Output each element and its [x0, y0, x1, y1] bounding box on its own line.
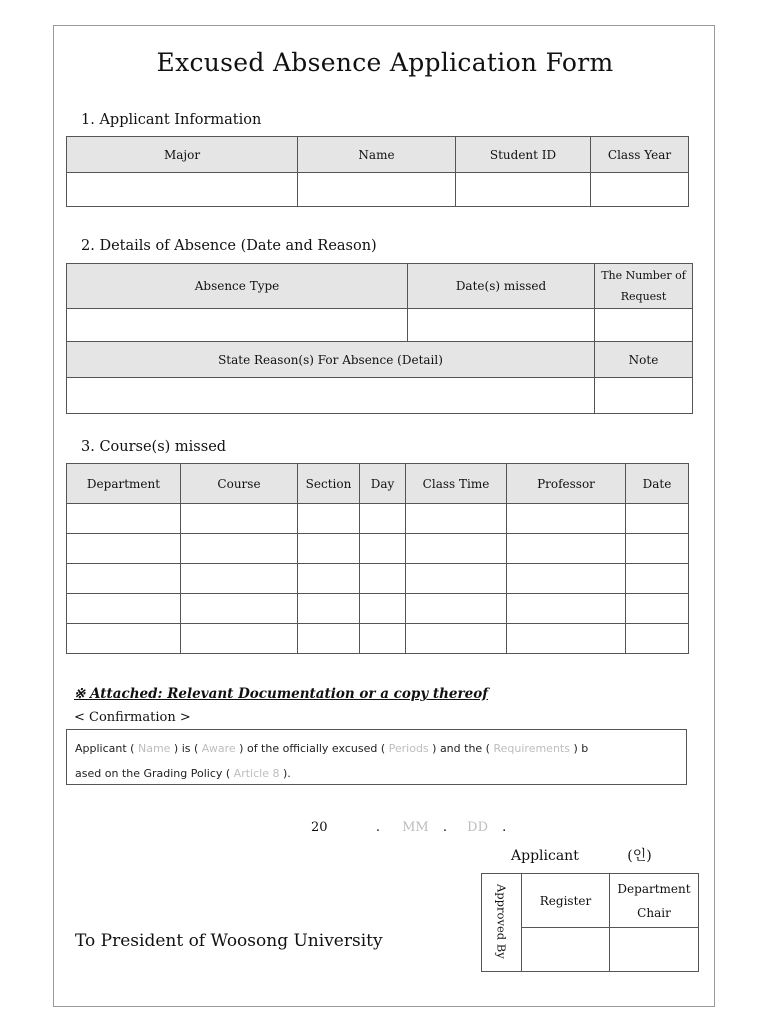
confirmation-label: < Confirmation > [74, 710, 191, 725]
table-cell[interactable] [67, 624, 181, 654]
table-cell[interactable] [181, 534, 298, 564]
section-3-heading: 3. Course(s) missed [81, 439, 227, 455]
approval-table [481, 873, 699, 972]
header-class-time: Class Time [406, 464, 507, 504]
name-placeholder[interactable]: Name [137, 742, 171, 755]
table-cell[interactable] [626, 594, 689, 624]
table-cell[interactable] [67, 504, 181, 534]
approved-by-cell [482, 874, 522, 972]
table-cell[interactable] [507, 624, 626, 654]
table-cell[interactable] [406, 504, 507, 534]
table-cell[interactable] [67, 594, 181, 624]
student-id-field[interactable] [456, 173, 591, 207]
date-line [311, 820, 506, 835]
number-of-request-field[interactable] [595, 309, 693, 342]
table-cell[interactable] [360, 594, 406, 624]
table-cell[interactable] [181, 624, 298, 654]
table-row [67, 564, 689, 594]
table-row [67, 624, 689, 654]
section-1-heading: 1. Applicant Information [81, 112, 262, 128]
note-field[interactable] [595, 378, 693, 414]
absence-type-field[interactable] [67, 309, 408, 342]
register-header: Register [522, 874, 610, 928]
table-row [67, 594, 689, 624]
seal-label: (인) [627, 848, 652, 864]
table-cell[interactable] [298, 504, 360, 534]
applicant-label: Applicant [511, 848, 579, 864]
absence-details-table [66, 263, 693, 414]
form-title: Excused Absence Application Form [156, 48, 614, 77]
confirmation-text: ). [282, 767, 291, 780]
table-cell[interactable] [507, 564, 626, 594]
table-row [67, 534, 689, 564]
table-cell[interactable] [507, 504, 626, 534]
table-row [67, 504, 689, 534]
table-cell[interactable] [406, 624, 507, 654]
requirements-placeholder[interactable]: Requirements [493, 742, 570, 755]
table-cell[interactable] [626, 564, 689, 594]
addressee: To President of Woosong University [75, 931, 383, 951]
date-separator: . [502, 820, 507, 835]
header-reason: State Reason(s) For Absence (Detail) [67, 342, 595, 378]
header-date: Date [626, 464, 689, 504]
header-student-id: Student ID [456, 137, 591, 173]
article-placeholder[interactable]: Article 8 [233, 767, 280, 780]
table-cell[interactable] [406, 534, 507, 564]
header-professor: Professor [507, 464, 626, 504]
periods-placeholder[interactable]: Periods [388, 742, 429, 755]
header-note: Note [595, 342, 693, 378]
table-cell[interactable] [626, 534, 689, 564]
table-cell[interactable] [406, 564, 507, 594]
header-section: Section [298, 464, 360, 504]
day-placeholder[interactable]: DD [467, 820, 489, 835]
table-cell[interactable] [507, 594, 626, 624]
header-course: Course [181, 464, 298, 504]
confirmation-text: ased on the Grading Policy ( [75, 767, 231, 780]
name-field[interactable] [298, 173, 456, 207]
department-chair-header: Department Chair [610, 874, 699, 928]
table-cell[interactable] [360, 624, 406, 654]
courses-missed-table [66, 463, 689, 654]
header-day: Day [360, 464, 406, 504]
confirmation-text: ) of the officially excused ( [239, 742, 386, 755]
header-major: Major [67, 137, 298, 173]
table-cell[interactable] [298, 564, 360, 594]
department-chair-sign-field[interactable] [610, 928, 699, 972]
confirmation-box [66, 729, 687, 785]
table-cell[interactable] [181, 504, 298, 534]
year-prefix: 20 [311, 820, 328, 835]
table-cell[interactable] [298, 594, 360, 624]
dates-missed-field[interactable] [408, 309, 595, 342]
table-cell[interactable] [67, 564, 181, 594]
confirmation-text: ) b [573, 742, 589, 755]
table-cell[interactable] [67, 534, 181, 564]
table-cell[interactable] [360, 504, 406, 534]
table-cell[interactable] [626, 624, 689, 654]
aware-placeholder[interactable]: Aware [201, 742, 236, 755]
table-cell[interactable] [181, 594, 298, 624]
table-cell[interactable] [360, 534, 406, 564]
table-cell[interactable] [360, 564, 406, 594]
header-absence-type: Absence Type [67, 264, 408, 309]
approved-by-label: Approved By [494, 883, 509, 959]
reason-field[interactable] [67, 378, 595, 414]
applicant-signature-line [511, 845, 652, 865]
table-cell[interactable] [298, 624, 360, 654]
major-field[interactable] [67, 173, 298, 207]
date-separator: . [375, 820, 380, 835]
header-department: Department [67, 464, 181, 504]
applicant-info-table [66, 136, 689, 207]
confirmation-text: Applicant ( [75, 742, 135, 755]
section-2-heading: 2. Details of Absence (Date and Reason) [81, 238, 377, 254]
header-number-of-request: The Number of Request [595, 264, 693, 309]
table-cell[interactable] [181, 564, 298, 594]
table-cell[interactable] [626, 504, 689, 534]
table-cell[interactable] [507, 534, 626, 564]
date-separator: . [442, 820, 448, 835]
class-year-field[interactable] [591, 173, 689, 207]
month-placeholder[interactable]: MM [402, 820, 429, 835]
header-class-year: Class Year [591, 137, 689, 173]
register-sign-field[interactable] [522, 928, 610, 972]
attached-note: ※ Attached: Relevant Documentation or a copy thereof [74, 686, 489, 702]
confirmation-text: ) is ( [173, 742, 199, 755]
table-cell[interactable] [298, 534, 360, 564]
confirmation-text: ) and the ( [432, 742, 490, 755]
table-cell[interactable] [406, 594, 507, 624]
header-dates-missed: Date(s) missed [408, 264, 595, 309]
header-name: Name [298, 137, 456, 173]
